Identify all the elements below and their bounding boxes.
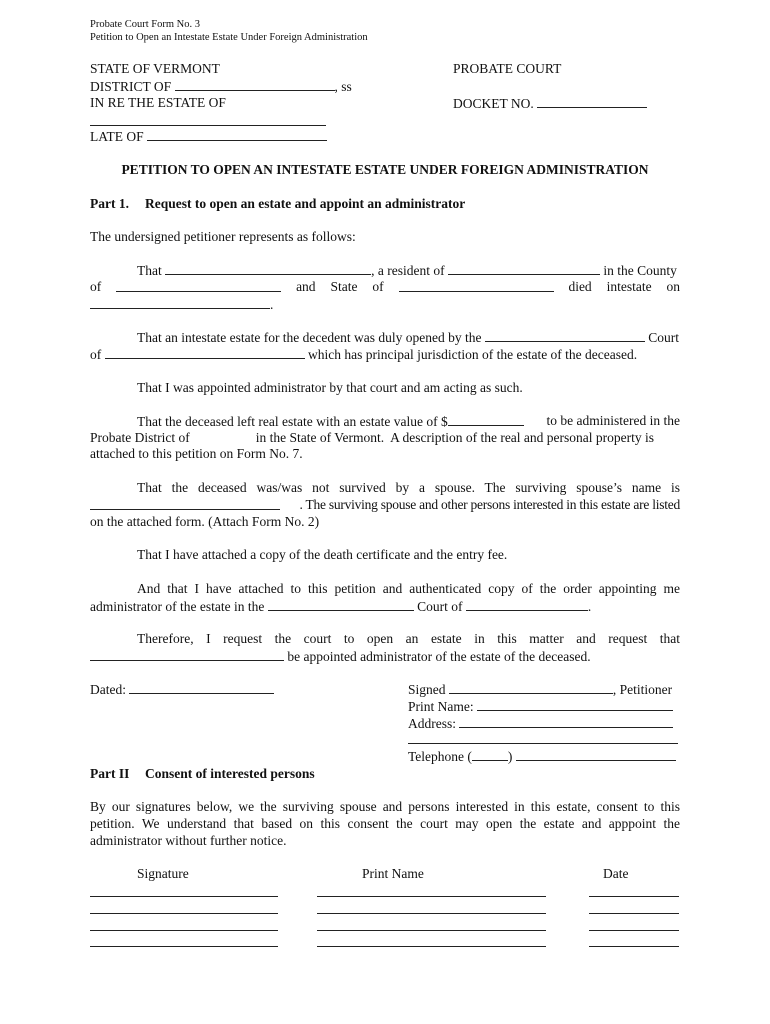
district-field[interactable] <box>175 78 335 91</box>
print-name-field[interactable] <box>477 698 673 711</box>
late-of-line <box>90 128 327 145</box>
p5-line2 <box>90 497 680 513</box>
p2-court: Court <box>648 330 680 345</box>
p3-text: That I was appointed administrator by that court and am acting as such. <box>137 380 523 395</box>
telephone-label: Telephone ( <box>408 749 472 764</box>
p4-text-d: in the State of Vermont. A description of the real and personal property is <box>255 430 655 445</box>
p1-line3 <box>90 296 273 313</box>
foreign-court-field[interactable] <box>485 329 645 342</box>
part2-number: Part II <box>90 766 130 781</box>
dated-line <box>90 681 274 698</box>
administrator-name-field[interactable] <box>90 648 284 661</box>
p4-line1 <box>137 413 680 430</box>
p4-text-a-wrap <box>137 413 524 430</box>
p2-of: of <box>90 347 102 362</box>
p4-text-a: That the deceased left real estate with an estate value of $ <box>137 414 448 429</box>
estate-value-field[interactable] <box>448 413 524 426</box>
p1-on: on <box>666 279 680 294</box>
appointing-court-field[interactable] <box>268 598 414 611</box>
ss-label: , ss <box>334 79 352 94</box>
print-name-column-header: Print Name <box>362 866 424 881</box>
address-label: Address: <box>408 716 456 731</box>
dated-label: Dated: <box>90 682 126 697</box>
p5-text-b: . The surviving spouse and other persons interested in this estate are listed <box>299 497 680 512</box>
district-label: DISTRICT OF <box>90 79 172 94</box>
p1-line1 <box>137 262 677 279</box>
p7-text-c: Court of <box>417 599 463 614</box>
late-of-label: LATE OF <box>90 129 144 144</box>
signature-column-header: Signature <box>137 866 189 881</box>
part1-number: Part 1. <box>90 196 129 211</box>
docket-label: DOCKET NO. <box>453 96 534 111</box>
telephone-field[interactable] <box>516 748 676 761</box>
p1-resident: , a resident of <box>371 263 445 278</box>
form-number: Probate Court Form No. 3 <box>90 19 200 30</box>
docket-field[interactable] <box>537 95 647 108</box>
petitioner-name-field[interactable] <box>165 262 371 275</box>
telephone-line <box>408 748 676 765</box>
address-field-2[interactable] <box>408 743 678 744</box>
part2-text-3: administrator without further notice. <box>90 833 287 848</box>
p1-and: and <box>296 279 316 294</box>
p1-died: died <box>568 279 592 294</box>
p8-line1: Therefore, I request the court to open an estate in this matter and request that <box>137 631 680 646</box>
p4-line3: attached to this petition on Form No. 7. <box>90 446 303 461</box>
signed-line <box>408 681 672 698</box>
appointing-court-location-field[interactable] <box>466 598 588 611</box>
part2-text-2: petition. We understand that based on this consent the court may open the estate and apppoint the <box>90 816 680 831</box>
part2-text-1: By our signatures below, we the surviving spouse and persons interested in this estate, consent to this <box>90 799 680 814</box>
p2-line1 <box>137 329 679 346</box>
foreign-court-location-field[interactable] <box>105 346 305 359</box>
p1-intestate: intestate <box>606 279 652 294</box>
consent-date-field[interactable] <box>589 913 679 914</box>
p2-text-b: which has principal jurisdiction of the estate of the deceased. <box>308 347 638 362</box>
p7-text-b: administrator of the estate in the <box>90 599 265 614</box>
consent-signature-field[interactable] <box>90 913 278 914</box>
state-field[interactable] <box>399 279 554 292</box>
consent-print-name-field[interactable] <box>317 946 546 947</box>
consent-print-name-field[interactable] <box>317 930 546 931</box>
residence-field[interactable] <box>448 262 600 275</box>
consent-signature-field[interactable] <box>90 946 278 947</box>
p8-line2 <box>90 648 591 665</box>
p4-text-c: Probate District of <box>90 430 190 445</box>
date-of-death-field[interactable] <box>90 296 270 309</box>
p7-line2 <box>90 598 591 615</box>
tel-close: ) <box>507 749 513 764</box>
area-code-field[interactable] <box>472 748 508 761</box>
p1-end: . <box>270 297 274 312</box>
petitioner-label: , Petitioner <box>612 682 673 697</box>
p2-text-a: That an intestate estate for the decedent was duly opened by the <box>137 330 482 345</box>
petitioner-signature-field[interactable] <box>449 681 613 694</box>
part2-heading: Consent of interested persons <box>145 766 315 781</box>
date-column-header: Date <box>603 866 629 881</box>
address-field-1[interactable] <box>459 715 673 728</box>
district-line <box>90 78 352 95</box>
court-caption: PROBATE COURT <box>453 61 562 76</box>
p5-line3: on the attached form. (Attach Form No. 2) <box>90 514 320 529</box>
p1-line2 <box>90 279 680 295</box>
consent-date-field[interactable] <box>589 946 679 947</box>
form-subtitle: Petition to Open an Intestate Estate Under Foreign Administration <box>90 32 368 43</box>
consent-print-name-field[interactable] <box>317 913 546 914</box>
in-re-label: IN RE THE ESTATE OF <box>90 95 226 110</box>
print-name-line <box>408 698 673 715</box>
dated-field[interactable] <box>129 681 274 694</box>
p6-text: That I have attached a copy of the death certificate and the entry fee. <box>137 547 508 562</box>
address-line <box>408 715 673 732</box>
p2-line2 <box>90 346 637 363</box>
spouse-name-field[interactable] <box>90 497 280 510</box>
part1-heading: Request to open an estate and appoint an administrator <box>145 196 466 211</box>
late-of-field[interactable] <box>147 128 327 141</box>
p1-of2: of <box>372 279 384 294</box>
p1-of: of <box>90 279 102 294</box>
p8-text-b: be appointed administrator of the estate of the deceased. <box>287 649 591 664</box>
p4-text-b: to be administered in the <box>546 413 680 428</box>
p5-line1: That the deceased was/was not survived by a spouse. The surviving spouse’s name is <box>137 480 680 495</box>
county-field[interactable] <box>116 279 281 292</box>
consent-date-field[interactable] <box>589 930 679 931</box>
signed-label: Signed <box>408 682 446 697</box>
p1-state: State <box>330 279 358 294</box>
print-name-label: Print Name: <box>408 699 474 714</box>
p7-text-d: . <box>587 599 592 614</box>
p1-that: That <box>137 263 162 278</box>
p4-line2 <box>90 430 654 446</box>
consent-print-name-field[interactable] <box>317 896 546 897</box>
p7-line1: And that I have attached to this petition and authenticated copy of the order appointing me <box>137 581 680 596</box>
estate-name-field[interactable] <box>90 125 326 126</box>
docket-line <box>453 95 647 112</box>
state-caption: STATE OF VERMONT <box>90 61 220 76</box>
consent-signature-field[interactable] <box>90 896 278 897</box>
consent-signature-field[interactable] <box>90 930 278 931</box>
intro-text: The undersigned petitioner represents as follows: <box>90 229 356 244</box>
p1-county: in the County <box>603 263 677 278</box>
consent-date-field[interactable] <box>589 896 679 897</box>
petition-title: PETITION TO OPEN AN INTESTATE ESTATE UNDER FOREIGN ADMINISTRATION <box>121 162 649 177</box>
